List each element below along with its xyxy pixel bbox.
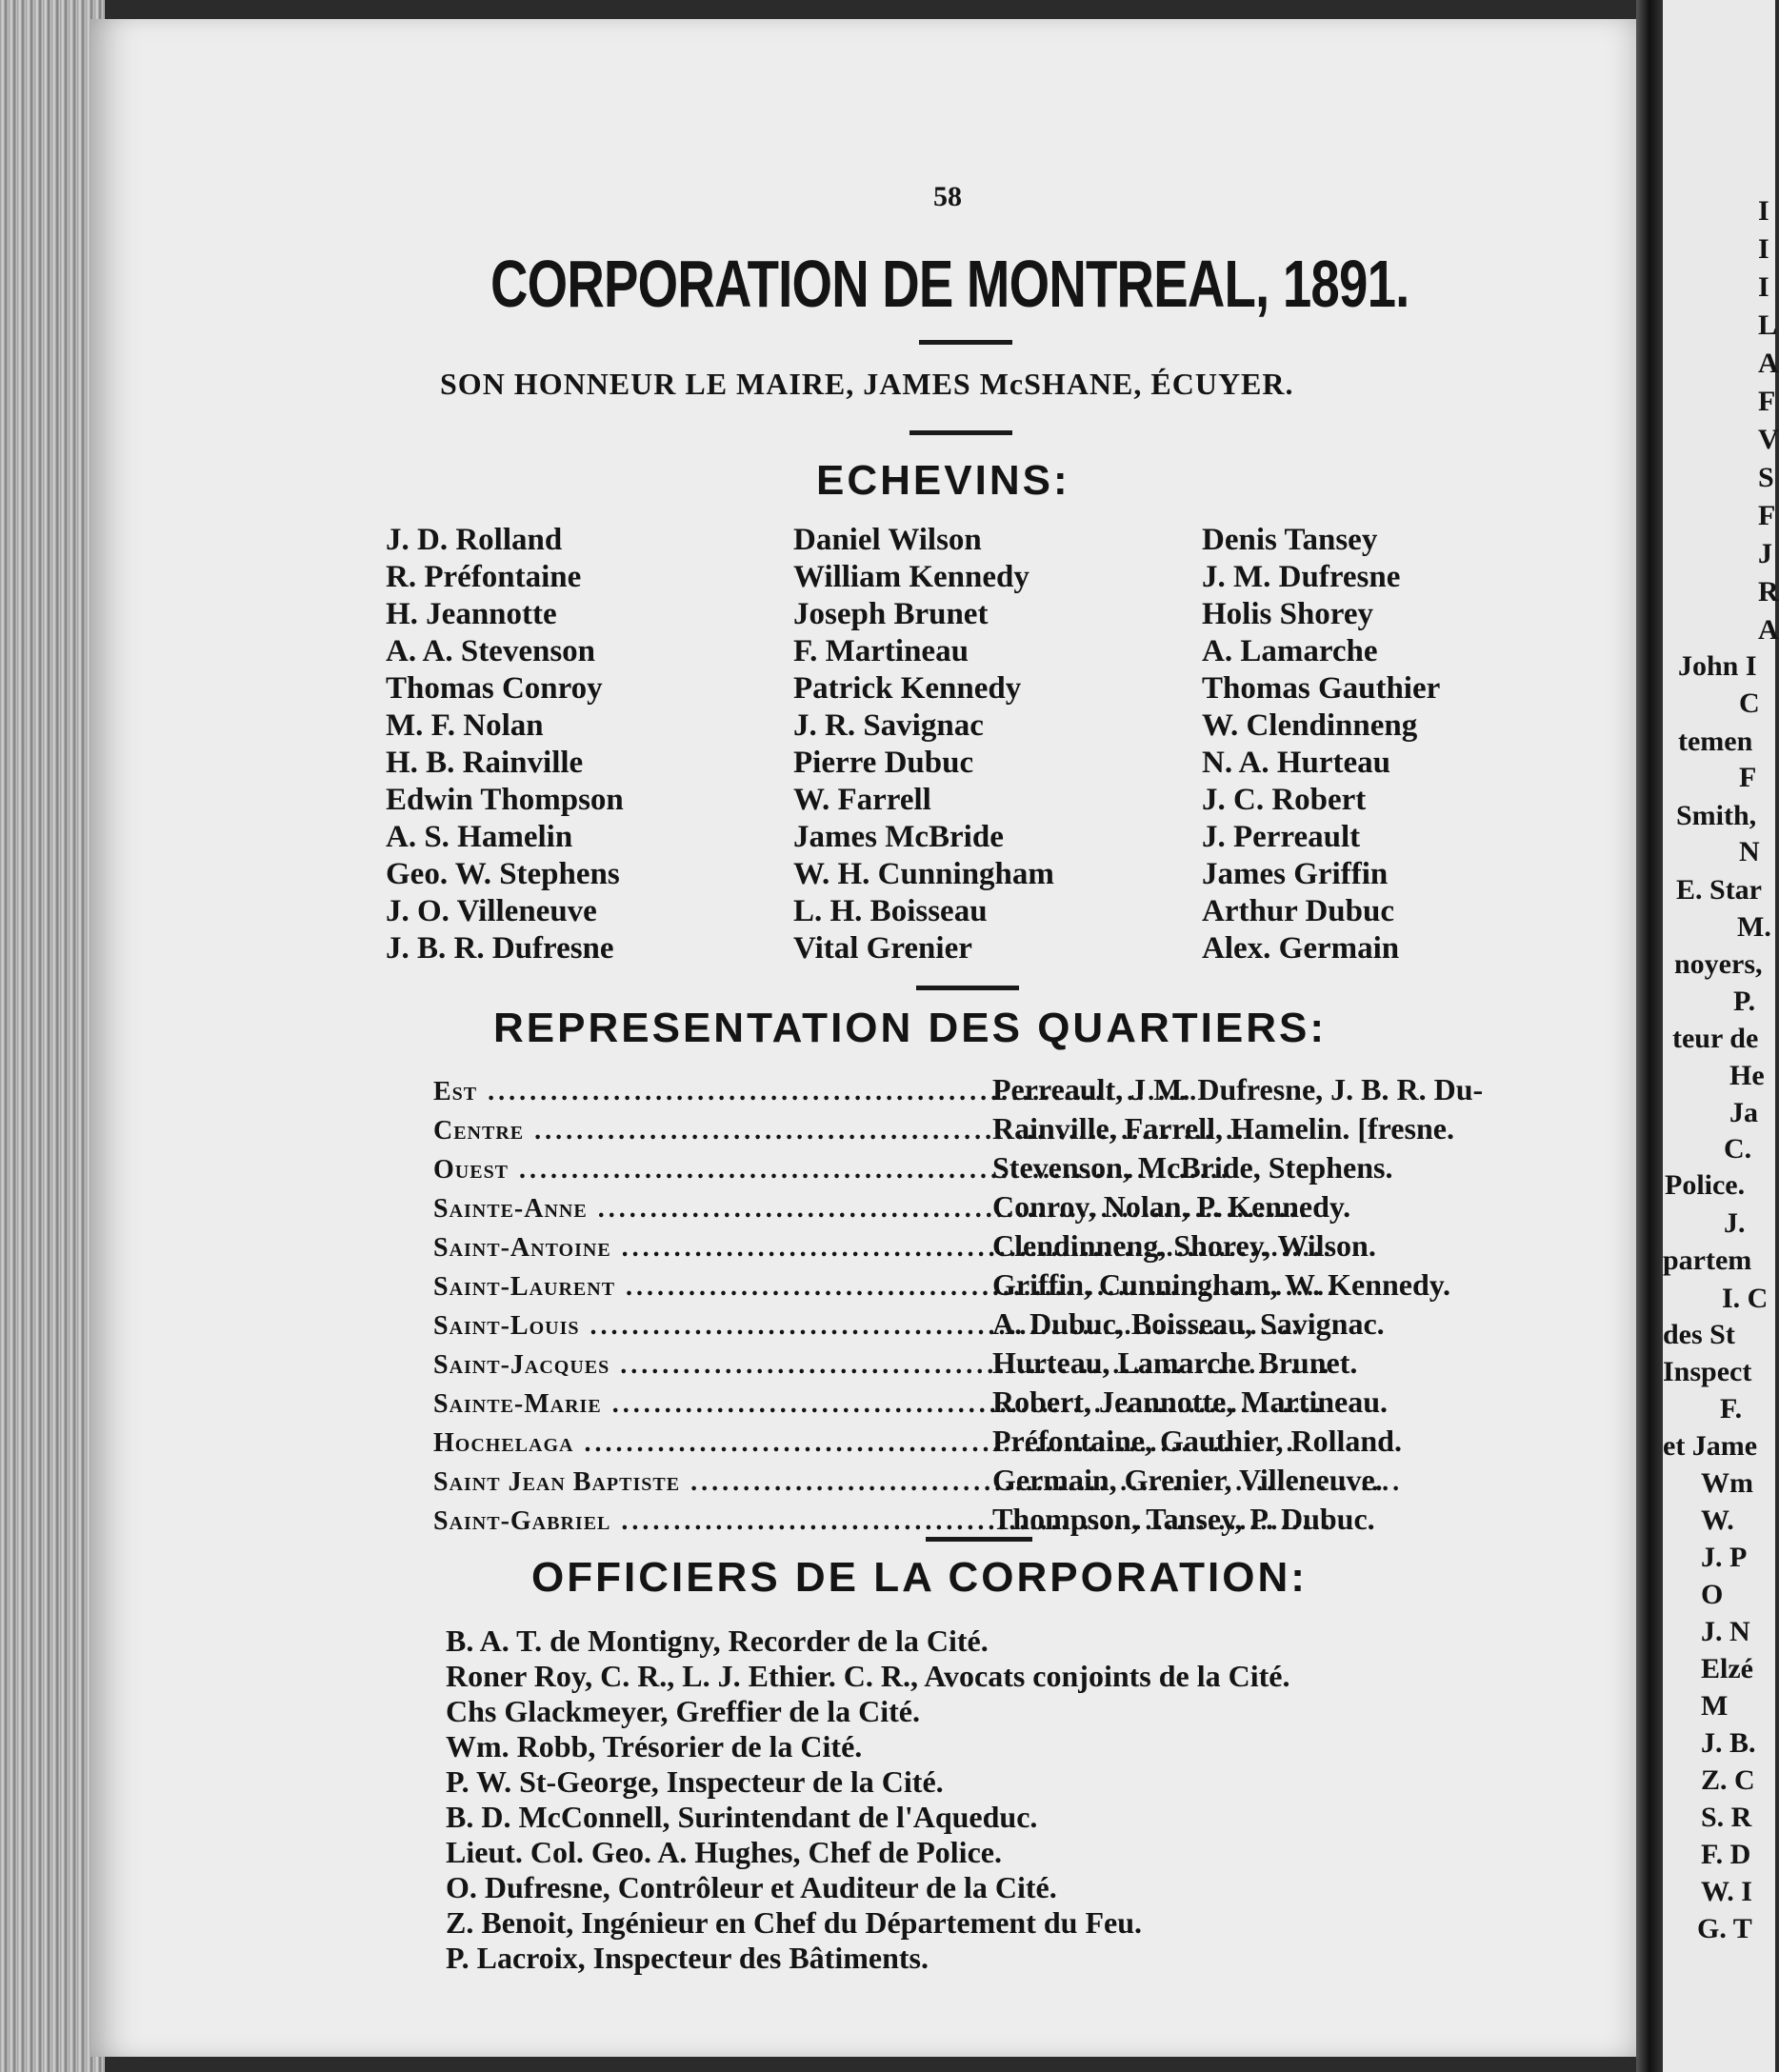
- alderman-name: H. B. Rainville: [386, 746, 584, 780]
- adjacent-fragment: I. C: [1722, 1283, 1769, 1314]
- adjacent-fragment: Inspect: [1663, 1356, 1752, 1387]
- ward-members: Préfontaine, Gauthier, Rolland.: [992, 1424, 1402, 1458]
- ward-row: [433, 1266, 1605, 1305]
- alderman-name: W. H. Cunningham: [793, 857, 1054, 891]
- ward-name: Centre .....: [433, 1112, 981, 1149]
- ward-row: [433, 1501, 1605, 1540]
- adjacent-fragment: teur de: [1672, 1023, 1759, 1054]
- alderman-name: Alex. Germain: [1202, 931, 1400, 966]
- book-page-edges: [0, 0, 105, 2072]
- adjacent-fragment: V: [1758, 424, 1779, 455]
- alderman-name: A. S. Hamelin: [386, 820, 573, 854]
- officer-line: B. A. T. de Montigny, Recorder de la Cité.: [446, 1624, 989, 1658]
- alderman-name: J. M. Dufresne: [1202, 560, 1401, 594]
- alderman-name: Denis Tansey: [1202, 523, 1378, 557]
- alderman-name: Holis Shorey: [1202, 597, 1374, 631]
- representation-heading: REPRESENTATION DES QUARTIERS:: [493, 1005, 1327, 1051]
- adjacent-fragment: O: [1701, 1579, 1724, 1610]
- adjacent-fragment: temen: [1678, 726, 1753, 757]
- echevins-column-2: [793, 522, 1054, 967]
- adjacent-fragment: Smith,: [1676, 800, 1757, 831]
- ward-name: Saint-Antoine .....: [433, 1229, 981, 1266]
- adjacent-fragment: G. T: [1697, 1913, 1752, 1944]
- alderman-name: Geo. W. Stephens: [386, 857, 620, 891]
- ward-row: [433, 1423, 1605, 1462]
- adjacent-fragment: I: [1758, 233, 1769, 265]
- adjacent-fragment: J. N: [1701, 1616, 1750, 1647]
- officer-line: Lieut. Col. Geo. A. Hughes, Chef de Police.: [446, 1835, 1002, 1869]
- ward-row: [433, 1227, 1605, 1266]
- adjacent-fragment: F: [1758, 500, 1776, 531]
- ward-members: Rainville, Farrell, Hamelin. [fresne.: [992, 1111, 1454, 1146]
- alderman-name: M. F. Nolan: [386, 708, 544, 743]
- alderman-name: Arthur Dubuc: [1202, 894, 1395, 928]
- alderman-name: A. Lamarche: [1202, 634, 1378, 668]
- adjacent-fragment: A: [1758, 348, 1779, 379]
- alderman-name: J. R. Savignac: [793, 708, 984, 743]
- adjacent-fragment: P.: [1733, 986, 1756, 1017]
- ward-members: Stevenson, McBride, Stephens.: [992, 1150, 1393, 1185]
- adjacent-fragment: J: [1758, 538, 1772, 569]
- alderman-name: Edwin Thompson: [386, 783, 624, 817]
- ward-name: Est .....: [433, 1073, 981, 1110]
- alderman-name: Joseph Brunet: [793, 597, 989, 631]
- divider-rule: [919, 340, 1012, 345]
- adjacent-fragment: F. D: [1701, 1839, 1751, 1870]
- alderman-name: J. Perreault: [1202, 820, 1361, 854]
- ward-list: [433, 1071, 1605, 1540]
- alderman-name: J. O. Villeneuve: [386, 894, 597, 928]
- adjacent-fragment: Wm: [1701, 1467, 1753, 1499]
- adjacent-fragment: W.: [1701, 1504, 1734, 1536]
- officer-line: Wm. Robb, Trésorier de la Cité.: [446, 1729, 863, 1763]
- alderman-name: F. Martineau: [793, 634, 969, 668]
- ward-name: Sainte-Anne .....: [433, 1190, 981, 1227]
- echevins-heading: ECHEVINS:: [816, 457, 1070, 504]
- alderman-name: Daniel Wilson: [793, 523, 982, 557]
- adjacent-fragment: A: [1758, 614, 1779, 646]
- adjacent-fragment: N: [1739, 836, 1760, 867]
- alderman-name: N. A. Hurteau: [1202, 746, 1390, 780]
- adjacent-fragment: W. I: [1701, 1876, 1752, 1907]
- ward-row: [433, 1110, 1605, 1149]
- ward-row: [433, 1071, 1605, 1110]
- adjacent-fragment: des St: [1663, 1319, 1735, 1350]
- adjacent-fragment: Ja: [1729, 1097, 1758, 1128]
- alderman-name: L. H. Boisseau: [793, 894, 988, 928]
- ward-members: Hurteau, Lamarche Brunet.: [992, 1345, 1358, 1380]
- ward-name: Saint-Laurent .....: [433, 1268, 981, 1305]
- adjacent-fragment: C.: [1724, 1133, 1752, 1165]
- alderman-name: James Griffin: [1202, 857, 1389, 891]
- adjacent-fragment: I: [1758, 271, 1769, 303]
- ward-row: [433, 1305, 1605, 1345]
- officer-line: Roner Roy, C. R., L. J. Ethier. C. R., Avocats conjoints de la Cité.: [446, 1659, 1290, 1693]
- officer-line: P. Lacroix, Inspecteur des Bâtiments.: [446, 1941, 929, 1975]
- alderman-name: H. Jeannotte: [386, 597, 557, 631]
- officer-line: Chs Glackmeyer, Greffier de la Cité.: [446, 1694, 920, 1728]
- alderman-name: Pierre Dubuc: [793, 746, 974, 780]
- adjacent-fragment: Police.: [1665, 1169, 1746, 1201]
- adjacent-fragment: J.: [1724, 1207, 1746, 1239]
- ward-name: Saint Jean Baptiste .....: [433, 1464, 981, 1501]
- ward-row: [433, 1462, 1605, 1501]
- adjacent-fragment: J. P: [1701, 1542, 1748, 1573]
- adjacent-fragment: J. B.: [1701, 1727, 1756, 1759]
- adjacent-fragment: F.: [1720, 1393, 1743, 1424]
- alderman-name: J. C. Robert: [1202, 783, 1367, 817]
- alderman-name: W. Farrell: [793, 783, 931, 817]
- adjacent-fragment: C: [1739, 687, 1760, 719]
- ward-name: Sainte-Marie .....: [433, 1385, 981, 1423]
- officer-line: B. D. McConnell, Surintendant de l'Aqueduc.: [446, 1800, 1038, 1834]
- ward-name: Saint-Gabriel .....: [433, 1503, 981, 1540]
- divider-rule: [916, 986, 1019, 990]
- ward-members: Thompson, Tansey, P. Dubuc.: [992, 1502, 1375, 1536]
- adjacent-page: [1663, 0, 1779, 2072]
- alderman-name: J. B. R. Dufresne: [386, 931, 614, 966]
- ward-row: [433, 1149, 1605, 1188]
- officer-line: Z. Benoit, Ingénieur en Chef du Département du Feu.: [446, 1905, 1142, 1940]
- alderman-name: R. Préfontaine: [386, 560, 582, 594]
- page-number: 58: [933, 181, 962, 212]
- ward-name: Saint-Louis .....: [433, 1307, 981, 1345]
- ward-members: Clendinneng, Shorey, Wilson.: [992, 1228, 1376, 1263]
- ward-name: Ouest .....: [433, 1151, 981, 1188]
- officers-heading: OFFICIERS DE LA CORPORATION:: [531, 1554, 1308, 1601]
- ward-members: A. Dubuc, Boisseau, Savignac.: [992, 1306, 1385, 1341]
- book-gutter: [1636, 0, 1663, 2072]
- echevins-column-1: [386, 522, 624, 967]
- ward-name: Saint-Jacques .....: [433, 1346, 981, 1384]
- mayor-line: SON HONNEUR LE MAIRE, JAMES McSHANE, ÉCUYER.: [440, 367, 1294, 401]
- alderman-name: William Kennedy: [793, 560, 1029, 594]
- adjacent-fragment: F: [1739, 762, 1757, 793]
- adjacent-fragment: John I: [1678, 650, 1757, 682]
- ward-row: [433, 1384, 1605, 1423]
- adjacent-fragment: He: [1729, 1060, 1765, 1091]
- alderman-name: A. A. Stevenson: [386, 634, 596, 668]
- ward-row: [433, 1345, 1605, 1384]
- adjacent-fragment: Z. C: [1701, 1764, 1755, 1796]
- officers-list: [446, 1624, 1290, 1976]
- alderman-name: J. D. Rolland: [386, 523, 563, 557]
- divider-rule: [926, 1537, 1032, 1542]
- page-title: CORPORATION DE MONTREAL, 1891.: [490, 247, 1409, 321]
- adjacent-fragment: R: [1758, 576, 1779, 608]
- adjacent-fragment: M: [1701, 1690, 1729, 1722]
- alderman-name: Vital Grenier: [793, 931, 972, 966]
- echevins-column-3: [1202, 522, 1440, 967]
- ward-members: Conroy, Nolan, P. Kennedy.: [992, 1189, 1351, 1224]
- alderman-name: Patrick Kennedy: [793, 671, 1022, 706]
- adjacent-fragment: Elzé: [1701, 1653, 1753, 1684]
- alderman-name: W. Clendinneng: [1202, 708, 1418, 743]
- ward-members: Perreault, J M. Dufresne, J. B. R. Du-: [992, 1072, 1484, 1106]
- alderman-name: Thomas Conroy: [386, 671, 603, 706]
- ward-members: Germain, Grenier, Villeneuve.: [992, 1463, 1383, 1497]
- officer-line: P. W. St-George, Inspecteur de la Cité.: [446, 1764, 944, 1799]
- ward-members: Robert, Jeannotte, Martineau.: [992, 1385, 1389, 1419]
- ward-members: Griffin, Cunningham, W. Kennedy.: [992, 1267, 1451, 1302]
- divider-rule: [909, 430, 1012, 435]
- adjacent-fragment: et Jame: [1663, 1430, 1758, 1462]
- ward-name: Hochelaga .....: [433, 1424, 981, 1462]
- adjacent-fragment: I: [1758, 195, 1769, 227]
- adjacent-fragment: S. R: [1701, 1802, 1752, 1833]
- ward-row: [433, 1188, 1605, 1227]
- adjacent-fragment: M.: [1737, 911, 1771, 943]
- adjacent-fragment: E. Star: [1676, 874, 1762, 906]
- alderman-name: James McBride: [793, 820, 1004, 854]
- adjacent-fragment: F: [1758, 386, 1776, 417]
- adjacent-fragment: S: [1758, 462, 1774, 493]
- alderman-name: Thomas Gauthier: [1202, 671, 1441, 706]
- adjacent-fragment: L: [1758, 309, 1778, 341]
- adjacent-fragment: noyers,: [1674, 948, 1763, 980]
- officer-line: O. Dufresne, Contrôleur et Auditeur de la Cité.: [446, 1870, 1057, 1904]
- adjacent-fragment: partem: [1663, 1245, 1752, 1276]
